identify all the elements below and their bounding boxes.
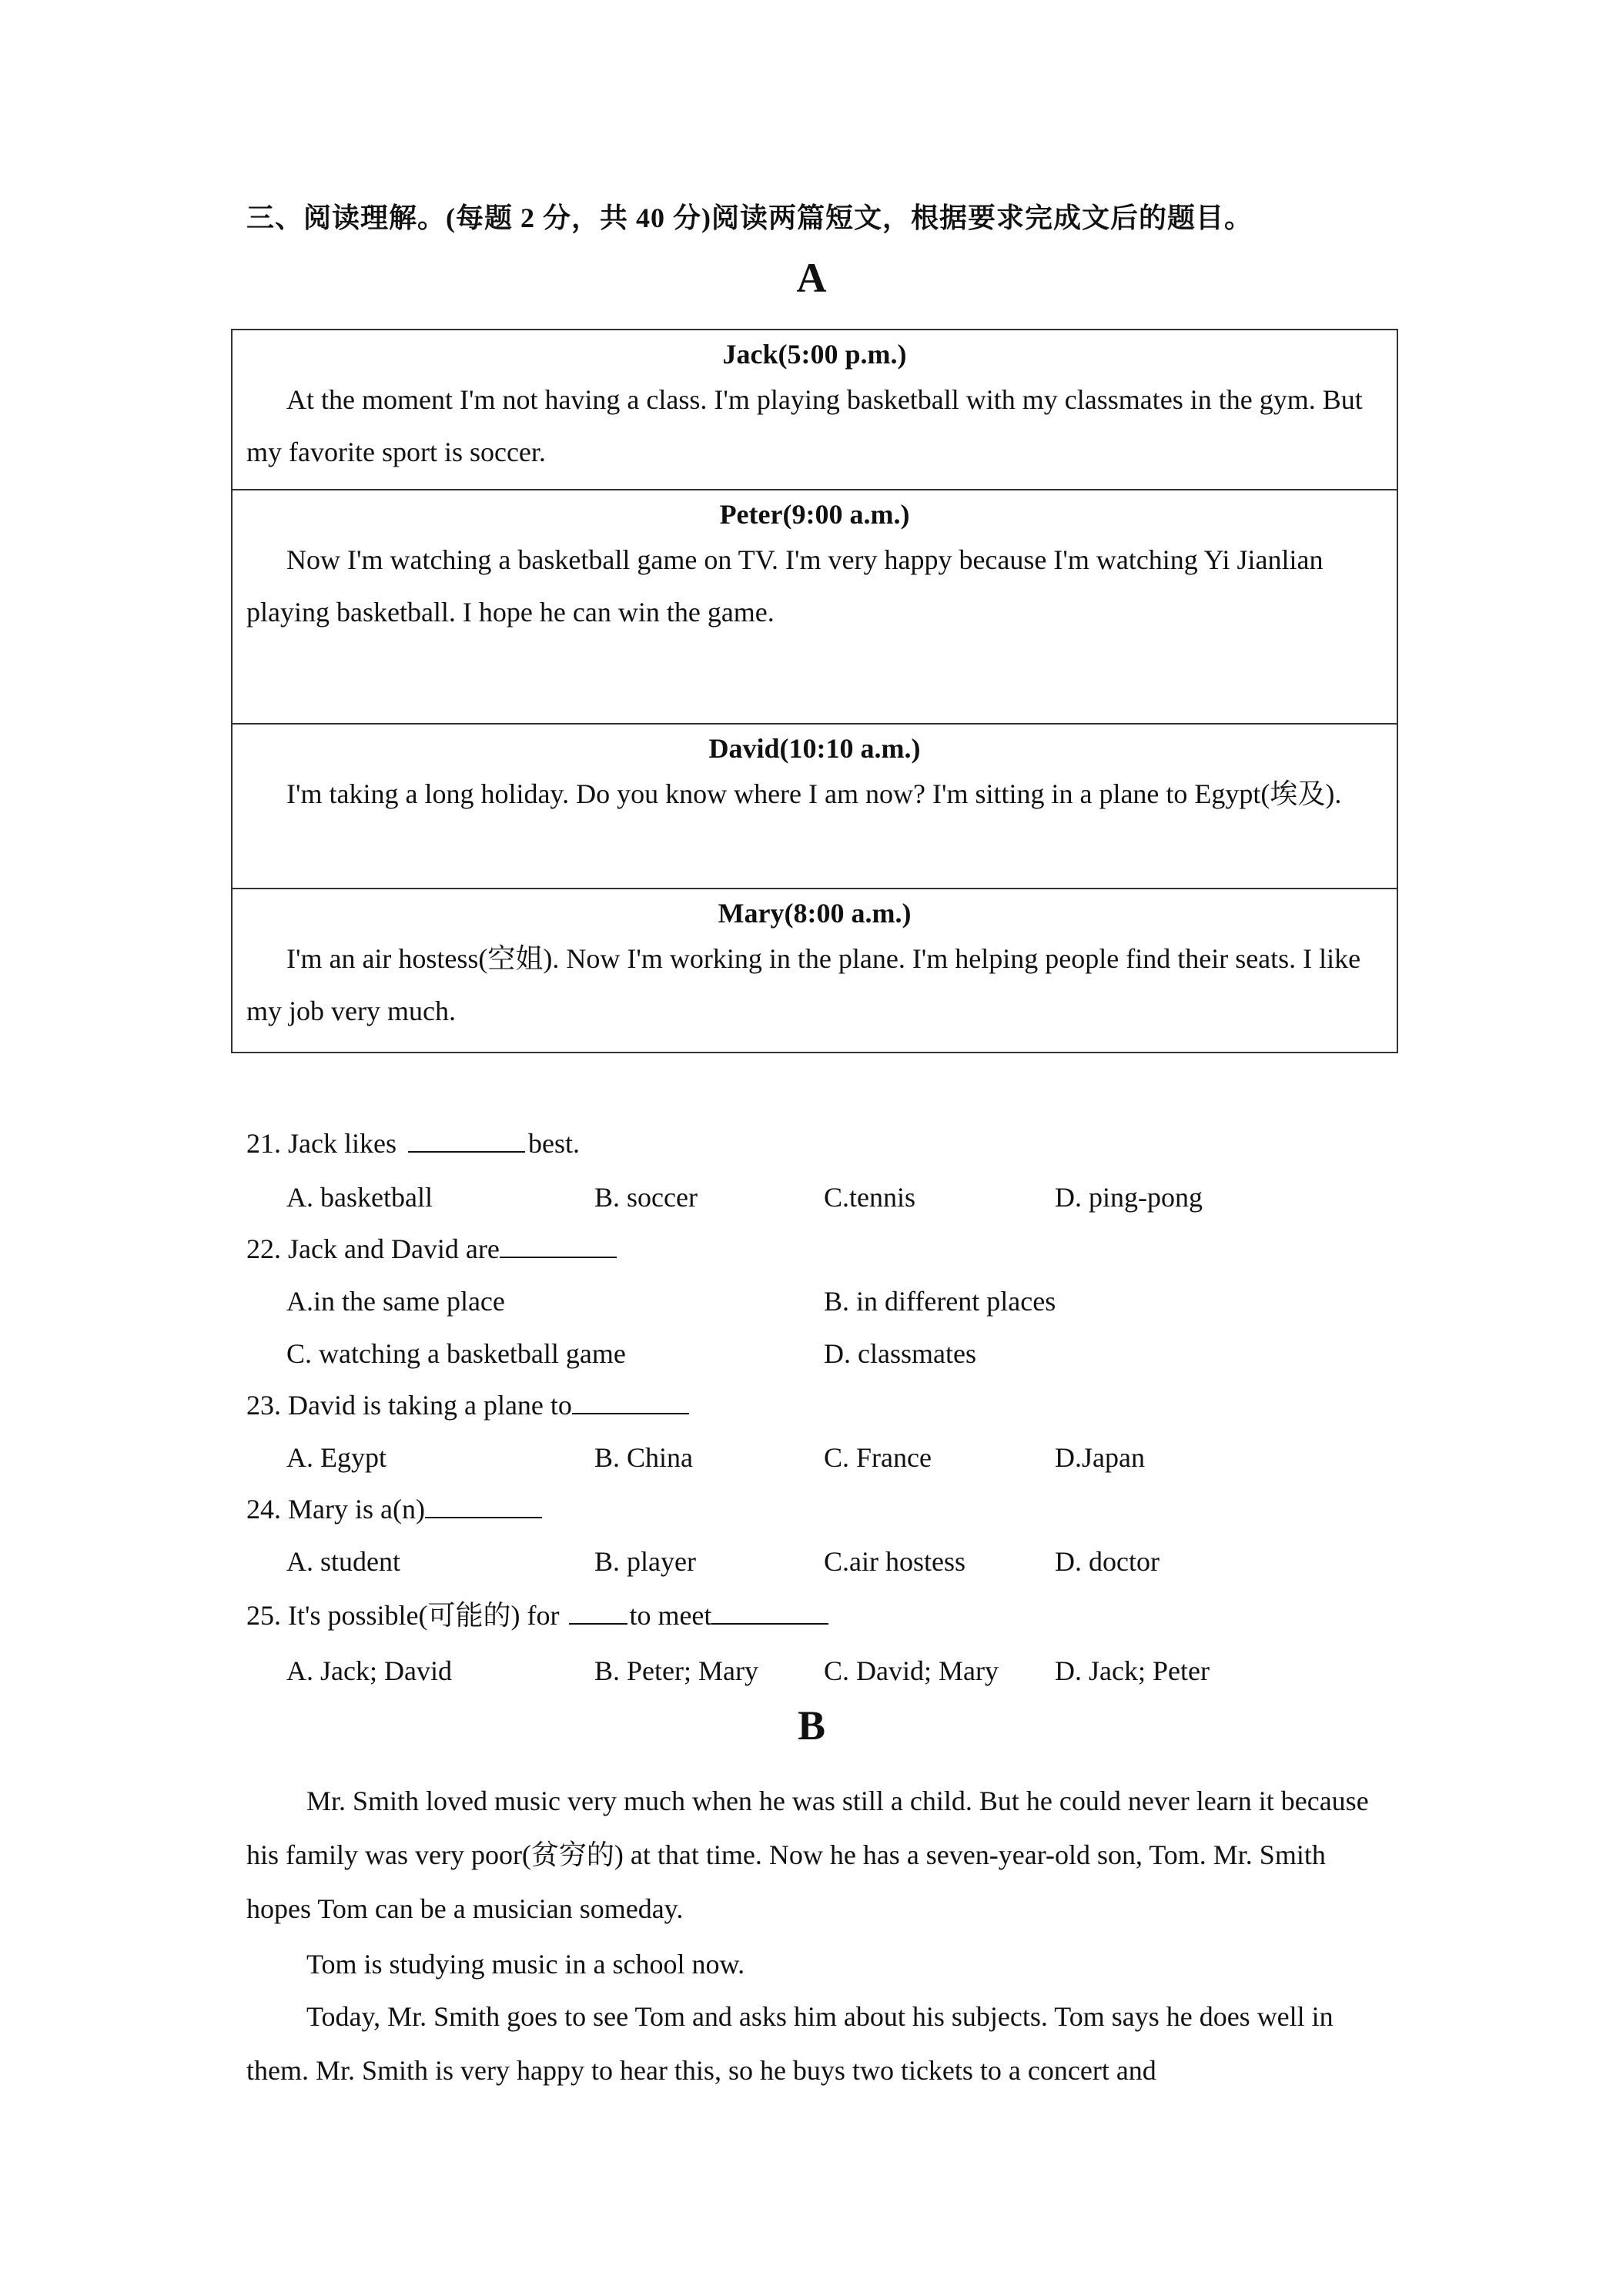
option-a[interactable]: A. Jack; David	[286, 1655, 452, 1686]
passage-paragraph: Mr. Smith loved music very much when he was still a child. But he could never learn it because his family was very poor(贫穷的) at that time. Now he has a seven-year-old son, Tom. Mr. Smith hopes Tom can be a musician someday.	[246, 1786, 1369, 1924]
passage-paragraph: Today, Mr. Smith goes to see Tom and asks him about his subjects. Tom says he does well in them. Mr. Smith is very happy to hear this, so he buys two tickets to a concert and	[246, 2001, 1334, 2086]
option-d[interactable]: D. Jack; Peter	[1055, 1655, 1210, 1686]
answer-blank[interactable]	[408, 1125, 525, 1153]
option-b[interactable]: B. China	[594, 1442, 694, 1473]
section-heading: 三、阅读理解。(每题 2 分，共 40 分)阅读两篇短文，根据要求完成文后的题目。	[246, 202, 1253, 233]
question-22	[246, 1230, 617, 1268]
part-b-title: B	[797, 1702, 826, 1749]
option-d[interactable]: D. ping-pong	[1055, 1182, 1203, 1213]
row-heading: Peter(9:00 a.m.)	[719, 499, 910, 530]
option-a[interactable]: A. student	[286, 1546, 400, 1577]
question-23	[246, 1386, 689, 1424]
answer-blank[interactable]	[425, 1491, 542, 1518]
option-b[interactable]: B. player	[594, 1546, 696, 1577]
answer-blank[interactable]	[500, 1230, 617, 1258]
question-stem: 23. David is taking a plane to	[246, 1390, 572, 1421]
option-a[interactable]: A.in the same place	[286, 1286, 505, 1317]
question-stem: 24. Mary is a(n)	[246, 1494, 425, 1525]
row-heading: Jack(5:00 p.m.)	[722, 339, 907, 370]
question-stem: 22. Jack and David are	[246, 1233, 500, 1264]
option-d[interactable]: D. doctor	[1055, 1546, 1160, 1577]
table-row	[233, 723, 1397, 888]
option-d[interactable]: D. classmates	[824, 1338, 976, 1369]
table-row	[233, 489, 1397, 723]
table-row	[233, 888, 1397, 1052]
row-text: At the moment I'm not having a class. I'm playing basketball with my classmates in the gym. But my favorite sport is soccer.	[246, 384, 1363, 467]
option-a[interactable]: A. Egypt	[286, 1442, 387, 1473]
row-text: Now I'm watching a basketball game on TV. I'm very happy because I'm watching Yi Jianlian playing basketball. I hope he can win the game.	[246, 544, 1323, 628]
row-text: I'm taking a long holiday. Do you know where I am now? I'm sitting in a plane to Egypt(埃及).	[286, 778, 1342, 809]
question-24	[246, 1490, 542, 1528]
question-21	[246, 1124, 580, 1163]
option-b[interactable]: B. in different places	[824, 1286, 1056, 1317]
answer-blank[interactable]	[711, 1597, 828, 1625]
option-b[interactable]: B. soccer	[594, 1182, 698, 1213]
part-a-title: A	[796, 255, 827, 301]
row-heading: David(10:10 a.m.)	[708, 733, 921, 764]
option-a[interactable]: A. basketball	[286, 1182, 433, 1213]
question-25	[246, 1596, 828, 1635]
question-stem-mid: to meet	[629, 1600, 712, 1631]
option-c[interactable]: C. watching a basketball game	[286, 1338, 626, 1369]
answer-blank[interactable]	[569, 1597, 627, 1625]
option-c[interactable]: C. France	[824, 1442, 932, 1473]
option-d[interactable]: D.Japan	[1055, 1442, 1145, 1473]
row-heading: Mary(8:00 a.m.)	[718, 898, 912, 929]
option-c[interactable]: C.tennis	[824, 1182, 916, 1213]
reading-table	[231, 329, 1398, 1053]
option-b[interactable]: B. Peter; Mary	[594, 1655, 758, 1686]
question-stem: 25. It's possible(可能的) for	[246, 1600, 567, 1631]
option-c[interactable]: C.air hostess	[824, 1546, 965, 1577]
passage-paragraph: Tom is studying music in a school now.	[306, 1949, 745, 1980]
question-stem-end: best.	[527, 1128, 580, 1159]
option-c[interactable]: C. David; Mary	[824, 1655, 999, 1686]
question-stem: 21. Jack likes	[246, 1128, 403, 1159]
table-row	[233, 330, 1397, 489]
row-text: I'm an air hostess(空姐). Now I'm working in the plane. I'm helping people find their seats. I like my job very much.	[246, 943, 1361, 1026]
answer-blank[interactable]	[572, 1387, 689, 1414]
